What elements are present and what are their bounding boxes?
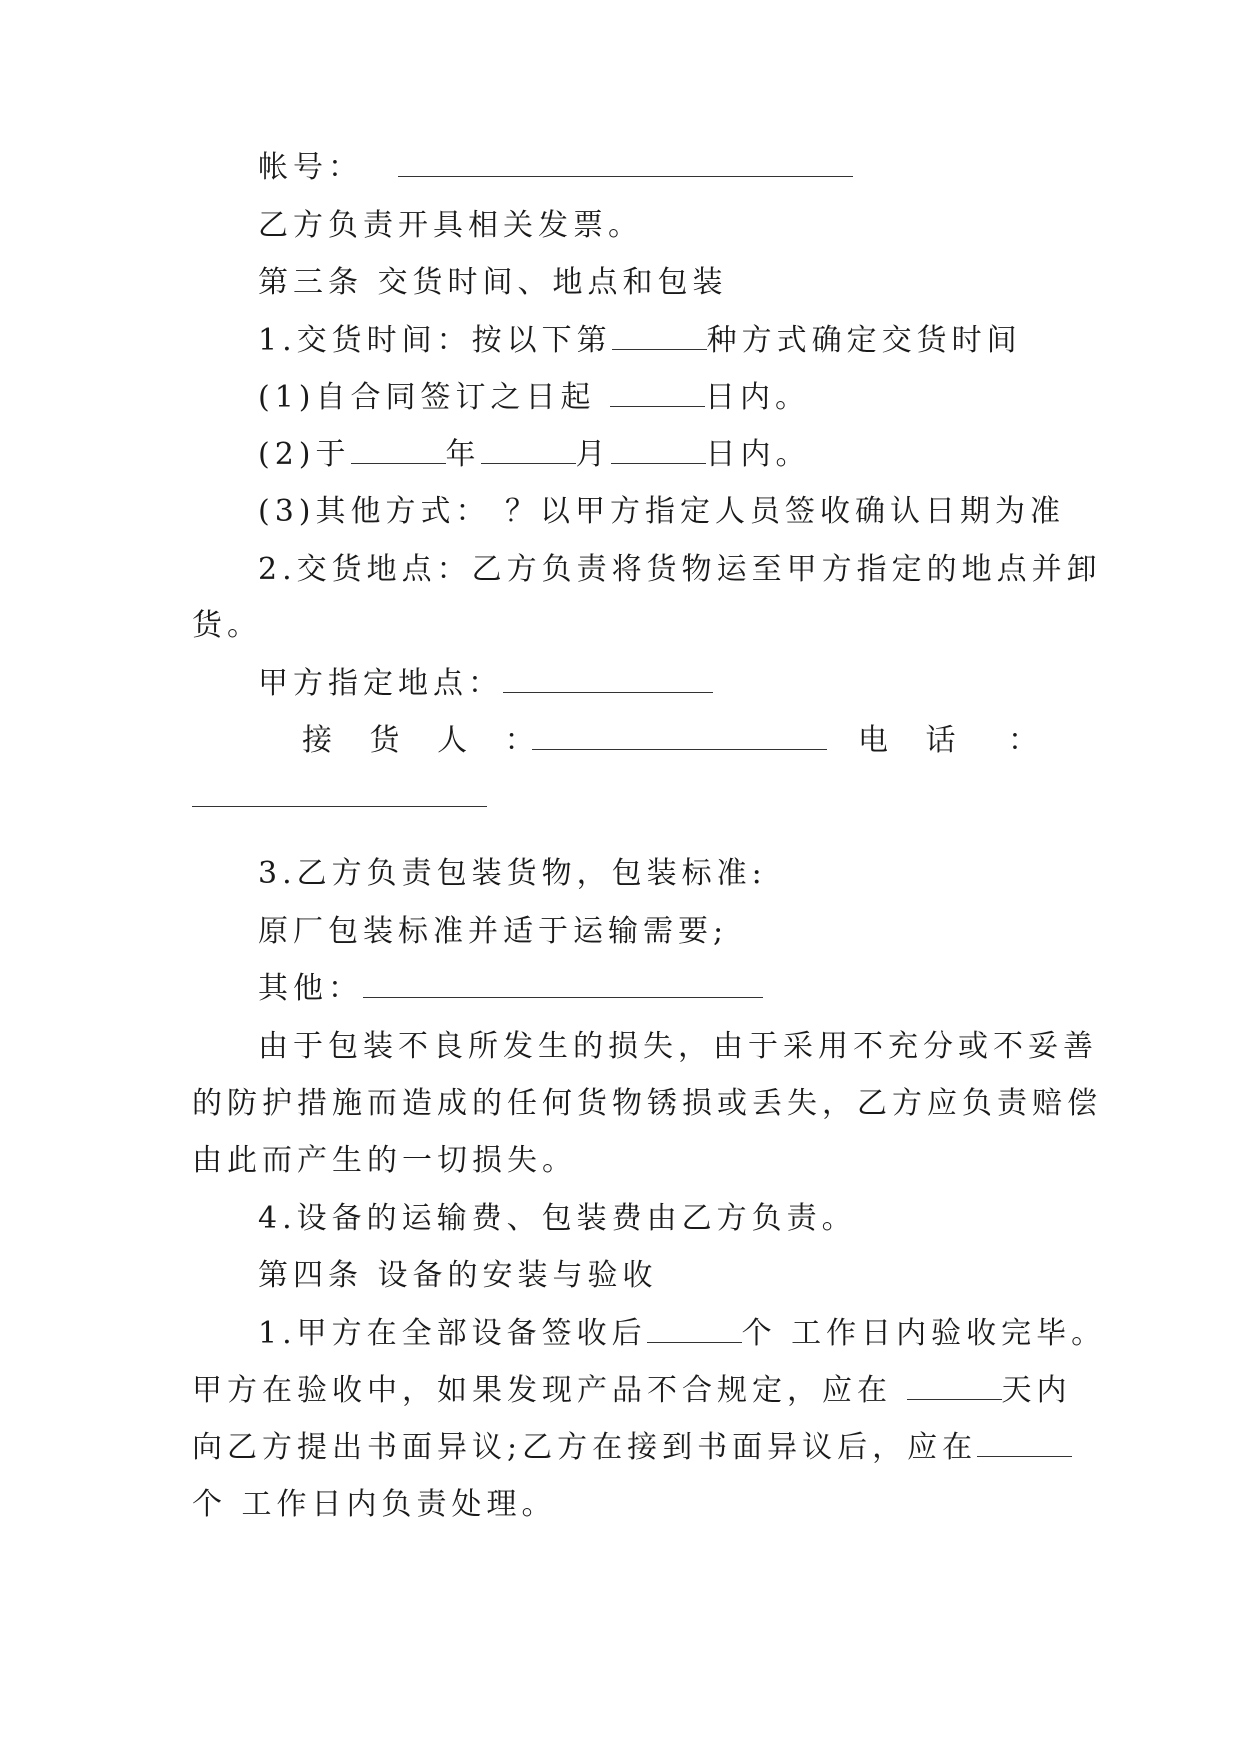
receiver-blank (532, 725, 827, 750)
method-number-blank (612, 325, 707, 350)
delivery-option-3: (3)其他方式： ？以甲方指定人员签收确认日期为准 (258, 494, 1066, 529)
option-1-pre: (1)自合同签订之日起 (258, 380, 611, 415)
phone-colon: ： (1008, 723, 1043, 758)
delivery-option-1 (258, 380, 810, 416)
delivery-place-line-2: 货。 (192, 608, 262, 643)
article-3-title: 第三条 交货时间、地点和包装 (258, 265, 728, 300)
acceptance-1-pre: 1.甲方在全部设备签收后 (258, 1316, 647, 1351)
days-blank (610, 382, 705, 407)
acceptance-1-post: 个 工作日内验收完毕。 (741, 1316, 1107, 1351)
delivery-time-intro (258, 323, 1022, 359)
loss-line-2: 的防护措施而造成的任何货物锈损或丢失，乙方应负责赔偿 (192, 1086, 1102, 1121)
phone-blank-wrap (192, 780, 487, 816)
option-2-pre: (2)于 (258, 437, 351, 472)
day-label: 日内。 (705, 437, 811, 472)
acceptance-2-post: 天内 (1001, 1373, 1072, 1408)
delivery-option-2 (258, 437, 811, 473)
invoice-text: 乙方负责开具相关发票。 (258, 208, 643, 243)
handling-days-blank (977, 1432, 1072, 1457)
acceptance-line-1 (258, 1316, 1106, 1352)
account-line (258, 150, 853, 186)
packing-standard: 原厂包装标准并适于运输需要; (258, 914, 729, 949)
month-blank (481, 439, 576, 464)
packing-intro: 3.乙方负责包装货物，包装标准: (258, 856, 767, 891)
delivery-time-intro-pre: 1.交货时间：按以下第 (258, 323, 612, 358)
account-blank (398, 152, 853, 177)
month-label: 月 (575, 437, 611, 472)
acceptance-3-text: 向乙方提出书面异议;乙方在接到书面异议后，应在 (192, 1430, 978, 1465)
option-1-post: 日内。 (705, 380, 811, 415)
article-4-title: 第四条 设备的安装与验收 (258, 1258, 658, 1293)
acceptance-2-pre: 甲方在验收中，如果发现产品不合规定，应在 (192, 1373, 907, 1408)
acceptance-line-2 (192, 1373, 1072, 1409)
delivery-time-intro-post: 种方式确定交货时间 (706, 323, 1022, 358)
fees-line: 4.设备的运输费、包装费由乙方负责。 (258, 1201, 857, 1236)
phone-blank (192, 782, 487, 807)
designated-place-label: 甲方指定地点： (258, 666, 503, 701)
designated-place-line (258, 666, 713, 702)
receiver-label: 接 货 人 ： (302, 723, 549, 758)
acceptance-line-4: 个 工作日内负责处理。 (192, 1487, 557, 1522)
acceptance-line-3 (192, 1430, 1072, 1466)
designated-place-blank (503, 668, 713, 693)
delivery-place-line-1: 2.交货地点：乙方负责将货物运至甲方指定的地点并卸 (258, 552, 1102, 587)
packing-other-label: 其他： (258, 971, 363, 1006)
objection-days-blank (907, 1375, 1002, 1400)
year-blank (351, 439, 446, 464)
workdays-blank (647, 1318, 742, 1343)
receiver-blank-wrap (532, 723, 827, 759)
packing-other-blank (363, 973, 763, 998)
loss-line-1: 由于包装不良所发生的损失，由于采用不充分或不妥善 (258, 1029, 1098, 1064)
loss-line-3: 由此而产生的一切损失。 (192, 1143, 577, 1178)
day-blank (611, 439, 706, 464)
year-label: 年 (445, 437, 481, 472)
account-label: 帐号： (258, 150, 363, 185)
phone-label: 电 话 (858, 723, 970, 758)
packing-other-line (258, 971, 763, 1007)
